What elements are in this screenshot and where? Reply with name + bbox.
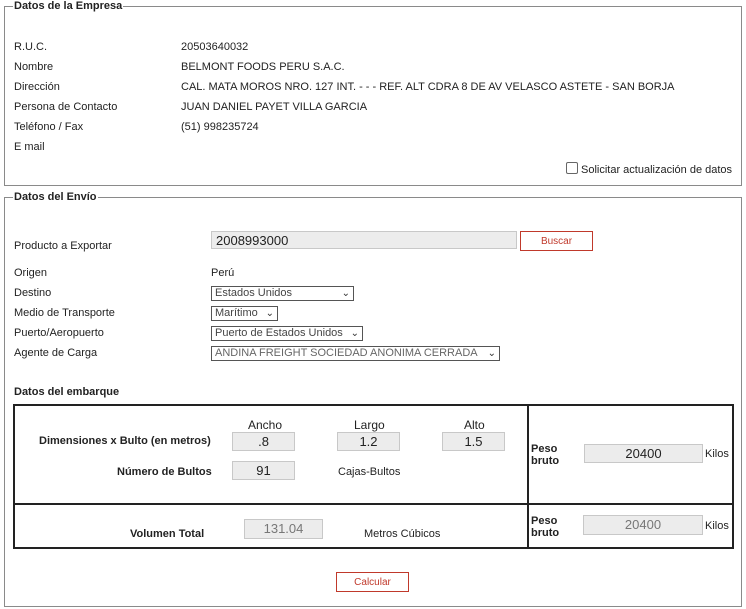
embarque-title: Datos del embarque bbox=[14, 386, 120, 398]
ruc-label: R.U.C. bbox=[14, 41, 47, 53]
direccion-label: Dirección bbox=[14, 81, 60, 93]
buscar-button[interactable]: Buscar bbox=[520, 231, 593, 251]
peso2-label: Peso bruto bbox=[531, 515, 560, 539]
peso-input[interactable]: 20400 bbox=[584, 444, 703, 463]
destino-label: Destino bbox=[14, 287, 52, 299]
table-border-right bbox=[732, 404, 734, 549]
empresa-legend: Datos de la Empresa bbox=[14, 0, 123, 12]
table-border-top bbox=[13, 404, 734, 406]
actualizar-checkbox[interactable] bbox=[566, 162, 578, 174]
nombre-value: BELMONT FOODS PERU S.A.C. bbox=[181, 61, 345, 73]
envio-fieldset bbox=[4, 191, 742, 607]
agente-select[interactable] bbox=[211, 346, 500, 361]
volumen-input[interactable]: 131.04 bbox=[244, 519, 323, 539]
destino-select[interactable] bbox=[211, 286, 354, 301]
empresa-fieldset bbox=[4, 0, 742, 186]
destino-select-value: Estados Unidos bbox=[215, 287, 293, 299]
table-border-middle bbox=[13, 503, 734, 505]
direccion-value: CAL. MATA MOROS NRO. 127 INT. - - - REF. ALT CDRA 8 DE AV VELASCO ASTETE - SAN BORJA bbox=[181, 81, 675, 93]
peso-unit: Kilos bbox=[705, 448, 729, 460]
telefono-value: (51) 998235724 bbox=[181, 121, 259, 133]
chevron-down-icon: ⌄ bbox=[265, 308, 274, 319]
agente-label: Agente de Carga bbox=[14, 347, 98, 359]
bultos-label: Número de Bultos bbox=[117, 466, 212, 478]
transporte-select[interactable] bbox=[211, 306, 278, 321]
alto-input[interactable]: 1.5 bbox=[442, 432, 505, 451]
transporte-select-value: Marítimo bbox=[215, 307, 258, 319]
chevron-down-icon: ⌄ bbox=[341, 288, 350, 299]
largo-header: Largo bbox=[354, 418, 385, 432]
volumen-unit: Metros Cúbicos bbox=[364, 528, 441, 540]
table-border-left bbox=[13, 404, 15, 549]
calcular-button[interactable]: Calcular bbox=[336, 572, 409, 592]
chevron-down-icon: ⌄ bbox=[487, 348, 496, 359]
table-border-bottom bbox=[13, 547, 734, 549]
volumen-label: Volumen Total bbox=[130, 528, 205, 540]
peso-label: Peso bruto bbox=[531, 443, 560, 467]
contacto-label: Persona de Contacto bbox=[14, 101, 118, 113]
ancho-header: Ancho bbox=[248, 418, 283, 432]
contacto-value: JUAN DANIEL PAYET VILLA GARCIA bbox=[181, 101, 368, 113]
email-label: E mail bbox=[14, 141, 45, 153]
alto-header: Alto bbox=[464, 418, 485, 432]
telefono-label: Teléfono / Fax bbox=[14, 121, 84, 133]
largo-input[interactable]: 1.2 bbox=[337, 432, 400, 451]
puerto-select[interactable] bbox=[211, 326, 363, 341]
nombre-label: Nombre bbox=[14, 61, 54, 73]
actualizar-label[interactable]: Solicitar actualización de datos bbox=[581, 164, 733, 176]
origen-label: Origen bbox=[14, 267, 48, 279]
bultos-unit: Cajas-Bultos bbox=[338, 466, 401, 478]
producto-input[interactable]: 2008993000 bbox=[211, 231, 517, 249]
peso2-input[interactable]: 20400 bbox=[583, 515, 703, 535]
agente-select-value: ANDINA FREIGHT SOCIEDAD ANONIMA CERRADA bbox=[215, 347, 478, 359]
bultos-input[interactable]: 91 bbox=[232, 461, 295, 480]
ancho-input[interactable]: .8 bbox=[232, 432, 295, 451]
envio-legend: Datos del Envío bbox=[14, 191, 97, 203]
puerto-label: Puerto/Aeropuerto bbox=[14, 327, 104, 339]
table-border-divider bbox=[527, 404, 529, 549]
puerto-select-value: Puerto de Estados Unidos bbox=[215, 327, 343, 339]
peso2-unit: Kilos bbox=[705, 520, 729, 532]
chevron-down-icon: ⌄ bbox=[350, 328, 359, 339]
dimensiones-label: Dimensiones x Bulto (en metros) bbox=[39, 435, 211, 447]
origen-value: Perú bbox=[211, 267, 235, 279]
ruc-value: 20503640032 bbox=[181, 41, 249, 53]
transporte-label: Medio de Transporte bbox=[14, 307, 115, 319]
producto-label: Producto a Exportar bbox=[14, 240, 112, 252]
